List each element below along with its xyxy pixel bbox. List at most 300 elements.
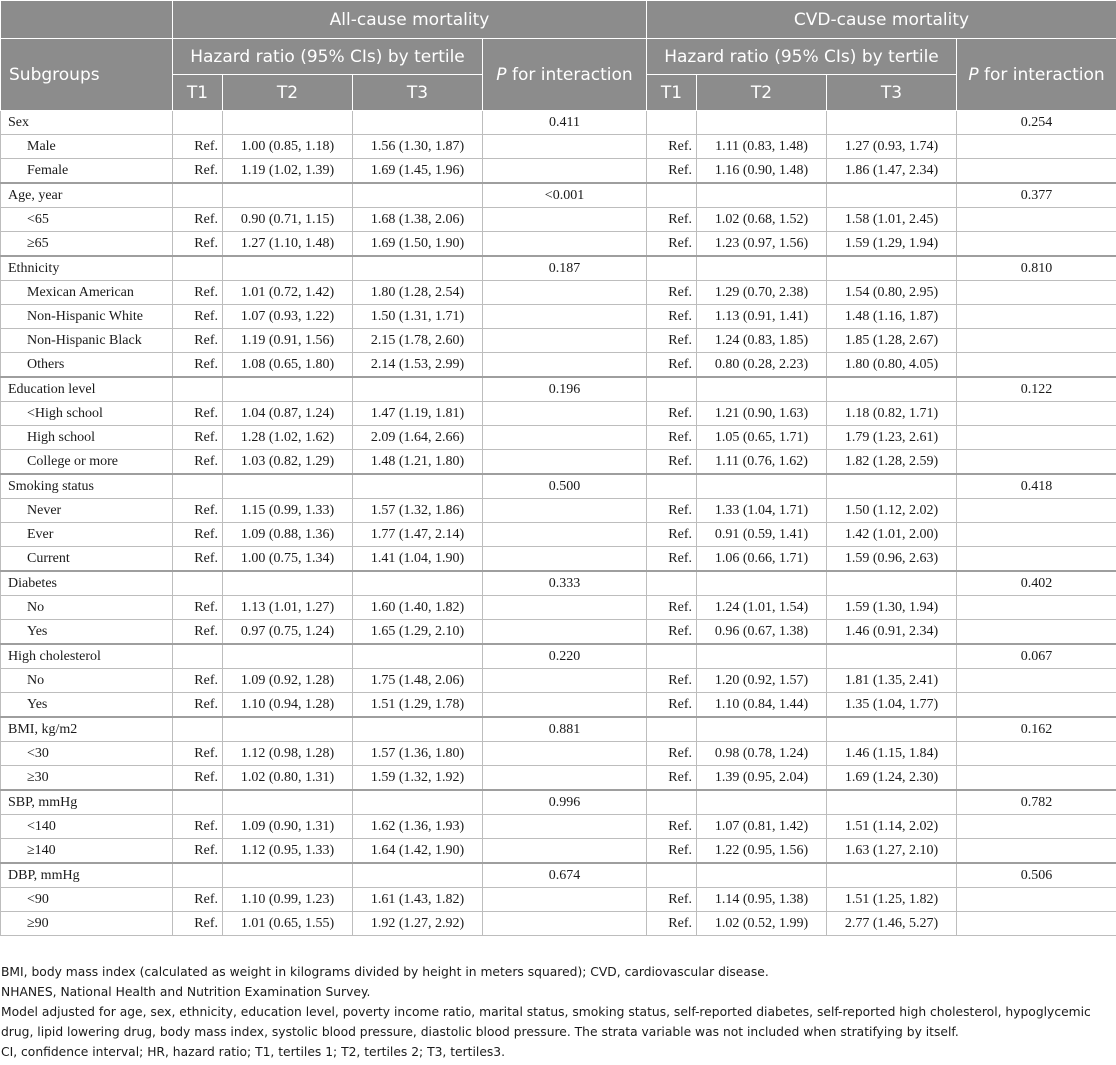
subgroup-label: No	[1, 596, 173, 620]
p-interaction-cvd	[957, 159, 1116, 184]
p-interaction-all	[483, 450, 647, 475]
header-blank	[1, 1, 173, 39]
ref-t1-all: Ref.	[173, 912, 223, 936]
p-interaction-all	[483, 620, 647, 645]
table-row	[1, 669, 1116, 693]
group-label: Smoking status	[1, 474, 173, 499]
ref-t1-cvd: Ref.	[647, 402, 697, 426]
p-interaction-all	[483, 766, 647, 791]
hr-t3-cvd: 1.80 (0.80, 4.05)	[827, 353, 957, 378]
table-header	[1, 1, 1116, 111]
ref-t1-cvd: Ref.	[647, 208, 697, 232]
p-interaction-all	[483, 742, 647, 766]
group-row	[1, 790, 1116, 815]
group-row	[1, 111, 1116, 135]
group-row	[1, 571, 1116, 596]
hr-t3-all: 2.15 (1.78, 2.60)	[353, 329, 483, 353]
cell-t2-all	[223, 863, 353, 888]
footnote: BMI, body mass index (calculated as weight in kilograms divided by height in meters squared); CVD, cardiovascular disease.	[1, 965, 769, 979]
p-interaction-all: <0.001	[483, 183, 647, 208]
ref-t1-all: Ref.	[173, 620, 223, 645]
p-interaction-cvd	[957, 135, 1116, 159]
header-t2-cvd: T2	[697, 75, 827, 111]
table-row	[1, 742, 1116, 766]
subgroup-label: Female	[1, 159, 173, 184]
p-interaction-all	[483, 547, 647, 572]
ref-t1-cvd: Ref.	[647, 135, 697, 159]
hr-t3-all: 2.09 (1.64, 2.66)	[353, 426, 483, 450]
p-interaction-all	[483, 499, 647, 523]
p-interaction-all: 0.187	[483, 256, 647, 281]
cell-t3-cvd	[827, 571, 957, 596]
group-row	[1, 717, 1116, 742]
cell-t2-cvd	[697, 377, 827, 402]
subgroup-label: College or more	[1, 450, 173, 475]
p-interaction-all	[483, 669, 647, 693]
subgroup-label: Non-Hispanic White	[1, 305, 173, 329]
group-row	[1, 183, 1116, 208]
p-letter: P	[968, 64, 979, 85]
hr-t3-cvd: 1.59 (1.30, 1.94)	[827, 596, 957, 620]
cell-t2-cvd	[697, 256, 827, 281]
cell-t1-cvd	[647, 183, 697, 208]
ref-t1-all: Ref.	[173, 547, 223, 572]
hr-t3-cvd: 1.59 (1.29, 1.94)	[827, 232, 957, 257]
hr-t2-cvd: 1.23 (0.97, 1.56)	[697, 232, 827, 257]
hr-t2-all: 1.01 (0.65, 1.55)	[223, 912, 353, 936]
hr-t3-all: 1.65 (1.29, 2.10)	[353, 620, 483, 645]
ref-t1-cvd: Ref.	[647, 912, 697, 936]
hr-t3-all: 1.92 (1.27, 2.92)	[353, 912, 483, 936]
cell-t2-cvd	[697, 863, 827, 888]
cell-t1-cvd	[647, 571, 697, 596]
hr-t2-all: 1.28 (1.02, 1.62)	[223, 426, 353, 450]
p-interaction-cvd	[957, 912, 1116, 936]
subgroup-label: Non-Hispanic Black	[1, 329, 173, 353]
subgroup-label: ≥140	[1, 839, 173, 864]
subgroup-label: <90	[1, 888, 173, 912]
hr-t3-all: 1.61 (1.43, 1.82)	[353, 888, 483, 912]
p-interaction-all: 0.500	[483, 474, 647, 499]
p-interaction-cvd	[957, 669, 1116, 693]
subgroup-label: High school	[1, 426, 173, 450]
hr-t3-cvd: 1.50 (1.12, 2.02)	[827, 499, 957, 523]
hr-t2-all: 1.19 (0.91, 1.56)	[223, 329, 353, 353]
hr-t2-cvd: 1.22 (0.95, 1.56)	[697, 839, 827, 864]
p-interaction-cvd	[957, 208, 1116, 232]
cell-t1-cvd	[647, 111, 697, 135]
hr-t2-all: 1.12 (0.95, 1.33)	[223, 839, 353, 864]
hr-t2-all: 1.00 (0.85, 1.18)	[223, 135, 353, 159]
ref-t1-all: Ref.	[173, 208, 223, 232]
hr-t3-cvd: 1.51 (1.14, 2.02)	[827, 815, 957, 839]
cell-t1-cvd	[647, 790, 697, 815]
header-cvd-cause: CVD-cause mortality	[647, 1, 1116, 39]
subgroup-label: ≥65	[1, 232, 173, 257]
subgroup-label: Current	[1, 547, 173, 572]
hr-t3-cvd: 2.77 (1.46, 5.27)	[827, 912, 957, 936]
hr-t2-all: 1.10 (0.99, 1.23)	[223, 888, 353, 912]
hr-t3-all: 1.41 (1.04, 1.90)	[353, 547, 483, 572]
p-interaction-cvd: 0.067	[957, 644, 1116, 669]
header-t1-all: T1	[173, 75, 223, 111]
cell-t3-all	[353, 644, 483, 669]
cell-t2-cvd	[697, 183, 827, 208]
p-interaction-cvd	[957, 523, 1116, 547]
cell-t3-all	[353, 377, 483, 402]
hr-t3-all: 1.80 (1.28, 2.54)	[353, 281, 483, 305]
hr-t2-all: 1.09 (0.92, 1.28)	[223, 669, 353, 693]
cell-t2-all	[223, 474, 353, 499]
cell-t3-cvd	[827, 256, 957, 281]
cell-t1-cvd	[647, 377, 697, 402]
ref-t1-all: Ref.	[173, 305, 223, 329]
ref-t1-all: Ref.	[173, 815, 223, 839]
subgroup-label: ≥30	[1, 766, 173, 791]
hr-t2-all: 1.02 (0.80, 1.31)	[223, 766, 353, 791]
header-hr-all: Hazard ratio (95% CIs) by tertile	[173, 39, 483, 75]
cell-t3-all	[353, 717, 483, 742]
p-interaction-all	[483, 281, 647, 305]
cell-t3-cvd	[827, 790, 957, 815]
hr-t2-cvd: 1.06 (0.66, 1.71)	[697, 547, 827, 572]
hr-t3-all: 1.51 (1.29, 1.78)	[353, 693, 483, 718]
hr-t2-all: 1.07 (0.93, 1.22)	[223, 305, 353, 329]
table-row	[1, 815, 1116, 839]
hr-t3-all: 1.60 (1.40, 1.82)	[353, 596, 483, 620]
cell-t3-all	[353, 863, 483, 888]
table-row	[1, 596, 1116, 620]
p-interaction-cvd: 0.782	[957, 790, 1116, 815]
p-interaction-all	[483, 693, 647, 718]
hr-t3-cvd: 1.59 (0.96, 2.63)	[827, 547, 957, 572]
cell-t2-cvd	[697, 717, 827, 742]
ref-t1-cvd: Ref.	[647, 596, 697, 620]
hr-t2-cvd: 0.80 (0.28, 2.23)	[697, 353, 827, 378]
table-row	[1, 305, 1116, 329]
ref-t1-all: Ref.	[173, 426, 223, 450]
subgroup-label: <High school	[1, 402, 173, 426]
hr-t3-cvd: 1.81 (1.35, 2.41)	[827, 669, 957, 693]
ref-t1-all: Ref.	[173, 523, 223, 547]
p-interaction-cvd	[957, 596, 1116, 620]
hr-t2-cvd: 1.24 (0.83, 1.85)	[697, 329, 827, 353]
p-interaction-all	[483, 815, 647, 839]
hr-t2-cvd: 1.21 (0.90, 1.63)	[697, 402, 827, 426]
header-t3-cvd: T3	[827, 75, 957, 111]
hr-t2-all: 1.01 (0.72, 1.42)	[223, 281, 353, 305]
hr-t2-cvd: 1.10 (0.84, 1.44)	[697, 693, 827, 718]
p-interaction-cvd	[957, 329, 1116, 353]
ref-t1-all: Ref.	[173, 159, 223, 184]
cell-t2-all	[223, 717, 353, 742]
hr-t3-cvd: 1.42 (1.01, 2.00)	[827, 523, 957, 547]
subgroup-label: Mexican American	[1, 281, 173, 305]
p-interaction-cvd	[957, 232, 1116, 257]
ref-t1-cvd: Ref.	[647, 499, 697, 523]
p-interaction-all	[483, 402, 647, 426]
cell-t2-all	[223, 571, 353, 596]
hr-t2-cvd: 1.14 (0.95, 1.38)	[697, 888, 827, 912]
cell-t2-cvd	[697, 571, 827, 596]
p-interaction-all: 0.674	[483, 863, 647, 888]
p-interaction-cvd	[957, 281, 1116, 305]
ref-t1-cvd: Ref.	[647, 281, 697, 305]
hr-t2-all: 1.27 (1.10, 1.48)	[223, 232, 353, 257]
cell-t2-all	[223, 111, 353, 135]
hr-t2-all: 1.08 (0.65, 1.80)	[223, 353, 353, 378]
ref-t1-cvd: Ref.	[647, 232, 697, 257]
hr-t2-all: 1.15 (0.99, 1.33)	[223, 499, 353, 523]
hr-t3-all: 1.57 (1.32, 1.86)	[353, 499, 483, 523]
hr-t3-cvd: 1.79 (1.23, 2.61)	[827, 426, 957, 450]
ref-t1-all: Ref.	[173, 135, 223, 159]
cell-t2-all	[223, 644, 353, 669]
hr-t2-all: 1.04 (0.87, 1.24)	[223, 402, 353, 426]
ref-t1-cvd: Ref.	[647, 620, 697, 645]
ref-t1-cvd: Ref.	[647, 159, 697, 184]
group-row	[1, 256, 1116, 281]
cell-t1-all	[173, 377, 223, 402]
p-interaction-all: 0.881	[483, 717, 647, 742]
group-label: Ethnicity	[1, 256, 173, 281]
p-interaction-cvd: 0.122	[957, 377, 1116, 402]
p-interaction-cvd	[957, 815, 1116, 839]
subgroup-label: Never	[1, 499, 173, 523]
subgroup-label: Yes	[1, 693, 173, 718]
hr-t3-all: 1.69 (1.50, 1.90)	[353, 232, 483, 257]
cell-t1-all	[173, 183, 223, 208]
subgroup-label: ≥90	[1, 912, 173, 936]
cell-t2-all	[223, 790, 353, 815]
table-row	[1, 620, 1116, 645]
ref-t1-cvd: Ref.	[647, 305, 697, 329]
hr-t2-all: 1.19 (1.02, 1.39)	[223, 159, 353, 184]
hr-t3-cvd: 1.46 (1.15, 1.84)	[827, 742, 957, 766]
hr-t2-all: 1.03 (0.82, 1.29)	[223, 450, 353, 475]
p-interaction-all	[483, 523, 647, 547]
ref-t1-all: Ref.	[173, 693, 223, 718]
cell-t3-all	[353, 790, 483, 815]
cell-t1-all	[173, 256, 223, 281]
cell-t1-cvd	[647, 474, 697, 499]
ref-t1-all: Ref.	[173, 329, 223, 353]
cell-t3-cvd	[827, 474, 957, 499]
ref-t1-cvd: Ref.	[647, 353, 697, 378]
hr-t2-cvd: 1.20 (0.92, 1.57)	[697, 669, 827, 693]
table-row	[1, 693, 1116, 718]
header-p-interaction-all	[483, 39, 647, 111]
hr-t3-cvd: 1.85 (1.28, 2.67)	[827, 329, 957, 353]
table-row	[1, 499, 1116, 523]
p-interaction-cvd	[957, 547, 1116, 572]
ref-t1-all: Ref.	[173, 281, 223, 305]
p-interaction-all: 0.996	[483, 790, 647, 815]
table-row	[1, 402, 1116, 426]
ref-t1-all: Ref.	[173, 669, 223, 693]
cell-t3-all	[353, 183, 483, 208]
hr-t3-all: 1.59 (1.32, 1.92)	[353, 766, 483, 791]
table-row	[1, 281, 1116, 305]
p-interaction-all	[483, 232, 647, 257]
p-interaction-all	[483, 596, 647, 620]
p-interaction-cvd	[957, 693, 1116, 718]
header-t1-cvd: T1	[647, 75, 697, 111]
group-label: Sex	[1, 111, 173, 135]
header-t3-all: T3	[353, 75, 483, 111]
cell-t3-cvd	[827, 183, 957, 208]
cell-t1-all	[173, 571, 223, 596]
hr-t2-cvd: 0.91 (0.59, 1.41)	[697, 523, 827, 547]
hr-t3-all: 1.47 (1.19, 1.81)	[353, 402, 483, 426]
ref-t1-all: Ref.	[173, 450, 223, 475]
cell-t1-all	[173, 717, 223, 742]
table-footnotes	[1, 962, 1115, 1062]
table-row	[1, 208, 1116, 232]
p-interaction-cvd: 0.402	[957, 571, 1116, 596]
hr-t2-cvd: 0.96 (0.67, 1.38)	[697, 620, 827, 645]
p-interaction-cvd	[957, 766, 1116, 791]
ref-t1-cvd: Ref.	[647, 329, 697, 353]
hr-t3-cvd: 1.51 (1.25, 1.82)	[827, 888, 957, 912]
p-interaction-cvd: 0.506	[957, 863, 1116, 888]
group-row	[1, 863, 1116, 888]
hr-t2-cvd: 1.29 (0.70, 2.38)	[697, 281, 827, 305]
header-p-interaction-cvd	[957, 39, 1116, 111]
cell-t1-all	[173, 474, 223, 499]
hr-t2-all: 1.13 (1.01, 1.27)	[223, 596, 353, 620]
subgroup-label: Ever	[1, 523, 173, 547]
ref-t1-all: Ref.	[173, 766, 223, 791]
cell-t2-cvd	[697, 644, 827, 669]
ref-t1-cvd: Ref.	[647, 742, 697, 766]
ref-t1-cvd: Ref.	[647, 839, 697, 864]
subgroup-label: Male	[1, 135, 173, 159]
ref-t1-all: Ref.	[173, 888, 223, 912]
hr-t2-all: 1.12 (0.98, 1.28)	[223, 742, 353, 766]
hr-t3-cvd: 1.82 (1.28, 2.59)	[827, 450, 957, 475]
hr-t3-cvd: 1.69 (1.24, 2.30)	[827, 766, 957, 791]
cell-t2-all	[223, 183, 353, 208]
hr-t3-cvd: 1.18 (0.82, 1.71)	[827, 402, 957, 426]
cell-t1-cvd	[647, 717, 697, 742]
table-row	[1, 523, 1116, 547]
table-row	[1, 232, 1116, 257]
hr-t2-all: 1.09 (0.90, 1.31)	[223, 815, 353, 839]
hr-t2-cvd: 1.07 (0.81, 1.42)	[697, 815, 827, 839]
p-interaction-all	[483, 353, 647, 378]
hr-t3-all: 1.48 (1.21, 1.80)	[353, 450, 483, 475]
hr-t3-all: 1.57 (1.36, 1.80)	[353, 742, 483, 766]
subgroup-label: <65	[1, 208, 173, 232]
hr-t3-cvd: 1.35 (1.04, 1.77)	[827, 693, 957, 718]
header-all-cause: All-cause mortality	[173, 1, 647, 39]
p-rest: for interaction	[506, 64, 633, 85]
cell-t2-cvd	[697, 474, 827, 499]
hr-t2-cvd: 1.05 (0.65, 1.71)	[697, 426, 827, 450]
ref-t1-cvd: Ref.	[647, 766, 697, 791]
ref-t1-cvd: Ref.	[647, 888, 697, 912]
hr-t3-all: 1.56 (1.30, 1.87)	[353, 135, 483, 159]
ref-t1-all: Ref.	[173, 353, 223, 378]
cell-t2-cvd	[697, 790, 827, 815]
ref-t1-cvd: Ref.	[647, 450, 697, 475]
ref-t1-all: Ref.	[173, 839, 223, 864]
p-interaction-cvd: 0.377	[957, 183, 1116, 208]
cell-t3-cvd	[827, 644, 957, 669]
cell-t3-cvd	[827, 863, 957, 888]
p-interaction-cvd: 0.162	[957, 717, 1116, 742]
p-letter: P	[496, 64, 507, 85]
p-interaction-cvd: 0.810	[957, 256, 1116, 281]
hr-t2-cvd: 1.24 (1.01, 1.54)	[697, 596, 827, 620]
hr-t3-all: 1.77 (1.47, 2.14)	[353, 523, 483, 547]
hr-t2-all: 1.09 (0.88, 1.36)	[223, 523, 353, 547]
p-interaction-all	[483, 912, 647, 936]
cell-t1-cvd	[647, 256, 697, 281]
p-interaction-cvd: 0.418	[957, 474, 1116, 499]
table-row	[1, 839, 1116, 864]
cell-t1-all	[173, 644, 223, 669]
p-interaction-cvd	[957, 450, 1116, 475]
p-interaction-all: 0.196	[483, 377, 647, 402]
p-interaction-all	[483, 159, 647, 184]
ref-t1-cvd: Ref.	[647, 523, 697, 547]
cell-t1-cvd	[647, 644, 697, 669]
p-interaction-cvd	[957, 839, 1116, 864]
header-hr-cvd: Hazard ratio (95% CIs) by tertile	[647, 39, 957, 75]
table-row	[1, 329, 1116, 353]
hr-t2-cvd: 1.02 (0.52, 1.99)	[697, 912, 827, 936]
group-label: Age, year	[1, 183, 173, 208]
p-interaction-all: 0.220	[483, 644, 647, 669]
ref-t1-all: Ref.	[173, 232, 223, 257]
group-label: DBP, mmHg	[1, 863, 173, 888]
hr-t3-all: 1.62 (1.36, 1.93)	[353, 815, 483, 839]
table-row	[1, 766, 1116, 791]
p-interaction-cvd	[957, 402, 1116, 426]
hr-t3-all: 1.68 (1.38, 2.06)	[353, 208, 483, 232]
header-subgroups: Subgroups	[1, 39, 173, 111]
p-interaction-all	[483, 208, 647, 232]
subgroup-label: <30	[1, 742, 173, 766]
group-row	[1, 474, 1116, 499]
group-label: Diabetes	[1, 571, 173, 596]
hr-t2-cvd: 1.33 (1.04, 1.71)	[697, 499, 827, 523]
cell-t1-all	[173, 790, 223, 815]
table-row	[1, 450, 1116, 475]
header-t2-all: T2	[223, 75, 353, 111]
cell-t3-cvd	[827, 377, 957, 402]
hr-t3-cvd: 1.48 (1.16, 1.87)	[827, 305, 957, 329]
p-interaction-all: 0.411	[483, 111, 647, 135]
cell-t1-cvd	[647, 863, 697, 888]
p-interaction-cvd	[957, 353, 1116, 378]
cell-t2-all	[223, 377, 353, 402]
ref-t1-cvd: Ref.	[647, 693, 697, 718]
footnote: NHANES, National Health and Nutrition Examination Survey.	[1, 985, 371, 999]
hr-t2-cvd: 1.13 (0.91, 1.41)	[697, 305, 827, 329]
group-row	[1, 377, 1116, 402]
cell-t2-cvd	[697, 111, 827, 135]
cell-t3-all	[353, 474, 483, 499]
table-row	[1, 888, 1116, 912]
footnote: CI, confidence interval; HR, hazard ratio; T1, tertiles 1; T2, tertiles 2; T3, tertiles3.	[1, 1045, 506, 1059]
p-interaction-all	[483, 329, 647, 353]
cell-t3-all	[353, 111, 483, 135]
cell-t3-cvd	[827, 717, 957, 742]
hr-t2-cvd: 1.02 (0.68, 1.52)	[697, 208, 827, 232]
